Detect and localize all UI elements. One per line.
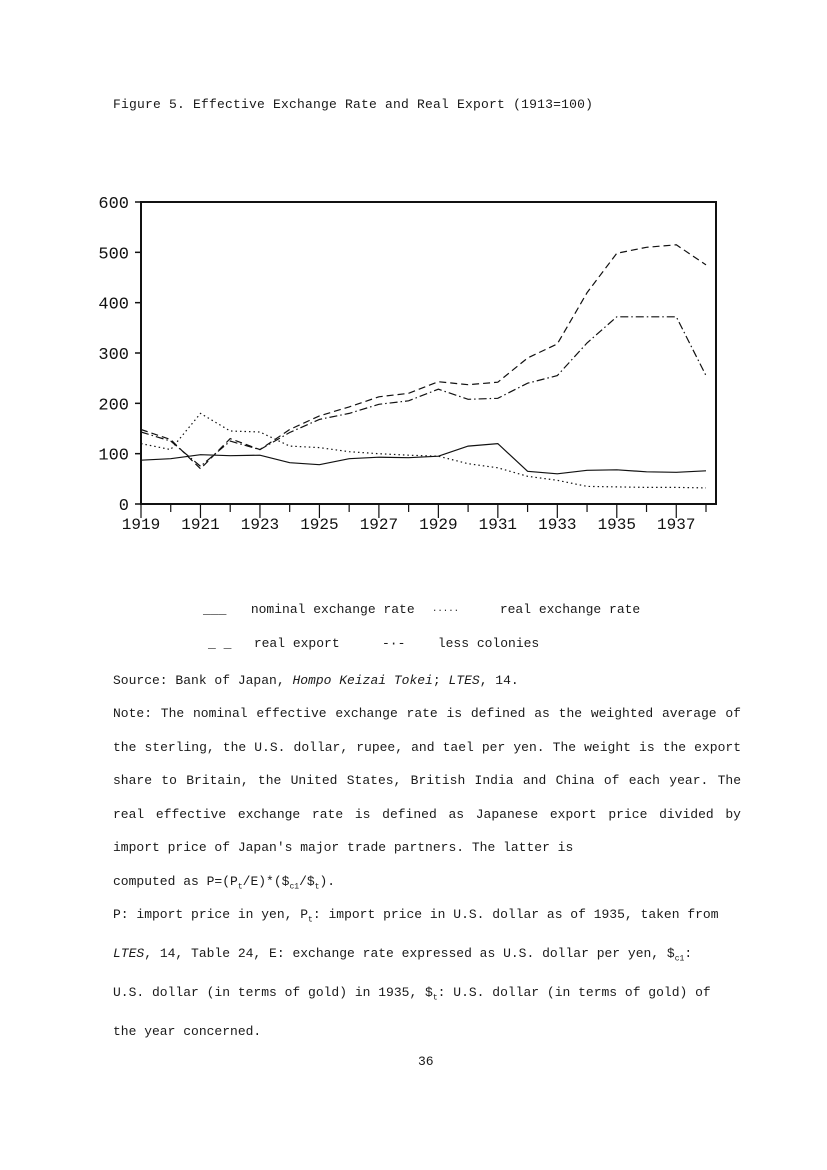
legend-symbol-solid: ___ xyxy=(203,602,227,617)
source-book-title: Hompo Keizai Tokei xyxy=(292,673,433,688)
x-tick-label: 1935 xyxy=(597,516,636,534)
y-tick-label: 400 xyxy=(98,295,129,315)
y-tick-label: 300 xyxy=(98,346,129,365)
line-chart xyxy=(0,0,827,560)
series-line-nominal-exchange-rate xyxy=(141,444,706,474)
series-line-real-exchange-rate xyxy=(141,413,706,488)
legend-label: real exchange rate xyxy=(499,602,641,617)
legend-label: real export xyxy=(253,636,340,651)
x-tick-label: 1923 xyxy=(240,516,280,534)
definition-line-3: U.S. dollar (in terms of gold) in 1935, $\$_t$: U.S. dollar (in terms of gold) of xyxy=(113,985,711,1003)
x-axis xyxy=(122,504,706,534)
x-tick-label: 1937 xyxy=(657,516,696,534)
legend-item-nominal xyxy=(203,602,415,617)
definition-line-1: P: import price in yen, $P_t$: import price in U.S. dollar as of 1935, taken from xyxy=(113,907,719,925)
source-prefix: Source: Bank of Japan, xyxy=(113,673,293,688)
y-tick-label: 200 xyxy=(98,396,129,416)
x-tick-label: 1925 xyxy=(300,516,339,534)
x-tick-label: 1927 xyxy=(359,516,399,534)
legend-symbol-dashdot: -·- xyxy=(382,636,406,651)
y-tick-label: 0 xyxy=(118,497,129,516)
legend-item-real-export xyxy=(208,636,340,651)
definition-line-2: LTES, 14, Table 24, E: exchange rate expressed as U.S. dollar per yen, $\$_{c1}$: xyxy=(113,946,693,964)
legend-label: nominal exchange rate xyxy=(250,602,415,617)
definitions-paragraph xyxy=(113,898,741,1049)
x-tick-label: 1929 xyxy=(419,516,458,534)
series-line-less-colonies xyxy=(141,317,706,467)
legend-symbol-dashed: _ _ xyxy=(208,636,232,651)
source-sep: ; xyxy=(432,673,449,688)
x-tick-label: 1933 xyxy=(538,516,577,534)
plot-frame xyxy=(141,202,716,504)
definition-line-4: the year concerned. xyxy=(113,1024,262,1040)
source-line xyxy=(113,664,741,698)
legend-symbol-dotted: ····· xyxy=(432,606,460,616)
note-text: Note: The nominal effective exchange rate is defined as the weighted average of the sterling, the U.S. dollar, rupee, and tael per yen. The weight is the export share to Britain, the United States, British India and China of each year. The real effective exchange rate is defined as Japanese export price divided by import price of Japan's major trade partners. The latter is xyxy=(113,706,741,855)
source-ltes: LTES xyxy=(448,673,480,688)
source-suffix: , 14. xyxy=(479,673,519,688)
legend-label: less colonies xyxy=(437,636,540,651)
y-tick-label: 600 xyxy=(98,195,129,214)
series-line-real-export xyxy=(141,245,706,469)
legend-item-real-rate xyxy=(432,602,640,617)
y-axis xyxy=(98,195,141,516)
note-formula: computed as $P=(P_t/E)*(\$_{c1}/\$_t)$. xyxy=(113,873,336,892)
figure-title: Figure 5. Effective Exchange Rate and Real Export (1913=100) xyxy=(113,97,594,112)
note-paragraph xyxy=(113,697,741,904)
y-tick-label: 500 xyxy=(98,245,129,265)
x-tick-label: 1919 xyxy=(121,516,161,534)
y-tick-label: 100 xyxy=(98,446,129,466)
series-layer xyxy=(141,245,706,488)
x-tick-label: 1931 xyxy=(478,516,518,534)
legend-item-less-colonies xyxy=(382,636,539,651)
x-tick-label: 1921 xyxy=(181,516,220,534)
page-number: 36 xyxy=(418,1054,434,1069)
